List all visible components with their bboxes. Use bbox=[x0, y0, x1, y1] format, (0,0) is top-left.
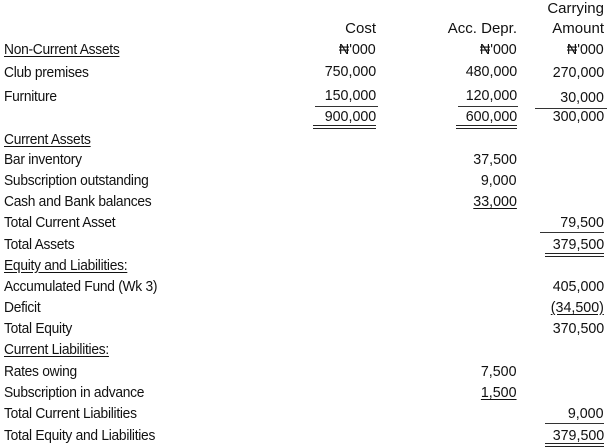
total-current-liabilities-rule bbox=[545, 423, 604, 424]
acc-depr-total: 600,000 bbox=[465, 108, 517, 125]
cost-value: 750,000 bbox=[324, 63, 376, 80]
row-label: Accumulated Fund (Wk 3) bbox=[4, 278, 158, 295]
total-equity-value: 370,500 bbox=[552, 320, 604, 337]
total-current-asset-rule bbox=[540, 232, 604, 233]
row-value: 405,000 bbox=[552, 278, 604, 295]
row-value: 7,500 bbox=[481, 363, 517, 380]
row-label: Deficit bbox=[4, 299, 41, 316]
carrying-column-header-line1: Carrying bbox=[547, 0, 604, 17]
row-value: 33,000 bbox=[473, 193, 517, 210]
carrying-unit: ₦'000 bbox=[567, 41, 604, 58]
row-value: 9,000 bbox=[481, 172, 517, 189]
cost-total: 900,000 bbox=[324, 108, 376, 125]
grand-total-double-rule bbox=[545, 443, 604, 447]
total-current-liabilities-value: 9,000 bbox=[568, 405, 604, 422]
total-assets-value: 379,500 bbox=[552, 236, 604, 253]
current-assets-heading: Current Assets bbox=[4, 131, 91, 148]
acc-depr-value: 120,000 bbox=[465, 87, 517, 104]
carrying-column-header-line2: Amount bbox=[552, 20, 604, 37]
non-current-assets-heading: Non-Current Assets bbox=[4, 41, 120, 58]
row-label: Furniture bbox=[4, 88, 57, 105]
total-assets-double-rule bbox=[545, 253, 604, 257]
row-value: 37,500 bbox=[473, 151, 517, 168]
grand-total-label: Total Equity and Liabilities bbox=[4, 427, 156, 444]
total-current-asset-value: 79,500 bbox=[560, 214, 604, 231]
acc-depr-value: 480,000 bbox=[465, 63, 517, 80]
acc-depr-subtotal-rule bbox=[458, 106, 518, 107]
carrying-total: 300,000 bbox=[552, 108, 604, 125]
total-current-liabilities-label: Total Current Liabilities bbox=[4, 405, 137, 422]
row-label: Rates owing bbox=[4, 363, 77, 380]
total-equity-label: Total Equity bbox=[4, 320, 73, 337]
row-label: Subscription in advance bbox=[4, 384, 145, 401]
row-value: 1,500 bbox=[481, 384, 517, 401]
row-label: Club premises bbox=[4, 64, 89, 81]
acc-depr-unit: ₦'000 bbox=[480, 41, 517, 58]
total-assets-label: Total Assets bbox=[4, 236, 75, 253]
row-value: (34,500) bbox=[550, 299, 604, 316]
current-liabilities-heading: Current Liabilities: bbox=[4, 341, 109, 358]
grand-total-value: 379,500 bbox=[552, 427, 604, 444]
row-label: Bar inventory bbox=[4, 151, 82, 168]
equity-heading: Equity and Liabilities: bbox=[4, 257, 128, 274]
row-label: Cash and Bank balances bbox=[4, 193, 152, 210]
cost-unit: ₦'000 bbox=[339, 41, 376, 58]
carrying-value: 270,000 bbox=[552, 64, 604, 81]
cost-subtotal-rule bbox=[315, 106, 378, 107]
acc-depr-column-header: Acc. Depr. bbox=[447, 20, 517, 37]
row-label: Subscription outstanding bbox=[4, 172, 149, 189]
cost-value: 150,000 bbox=[324, 87, 376, 104]
acc-depr-total-double-rule bbox=[456, 125, 517, 129]
cost-column-header: Cost bbox=[345, 20, 376, 37]
carrying-value: 30,000 bbox=[560, 89, 604, 106]
cost-total-double-rule bbox=[313, 125, 376, 129]
total-current-asset-label: Total Current Asset bbox=[4, 214, 116, 231]
